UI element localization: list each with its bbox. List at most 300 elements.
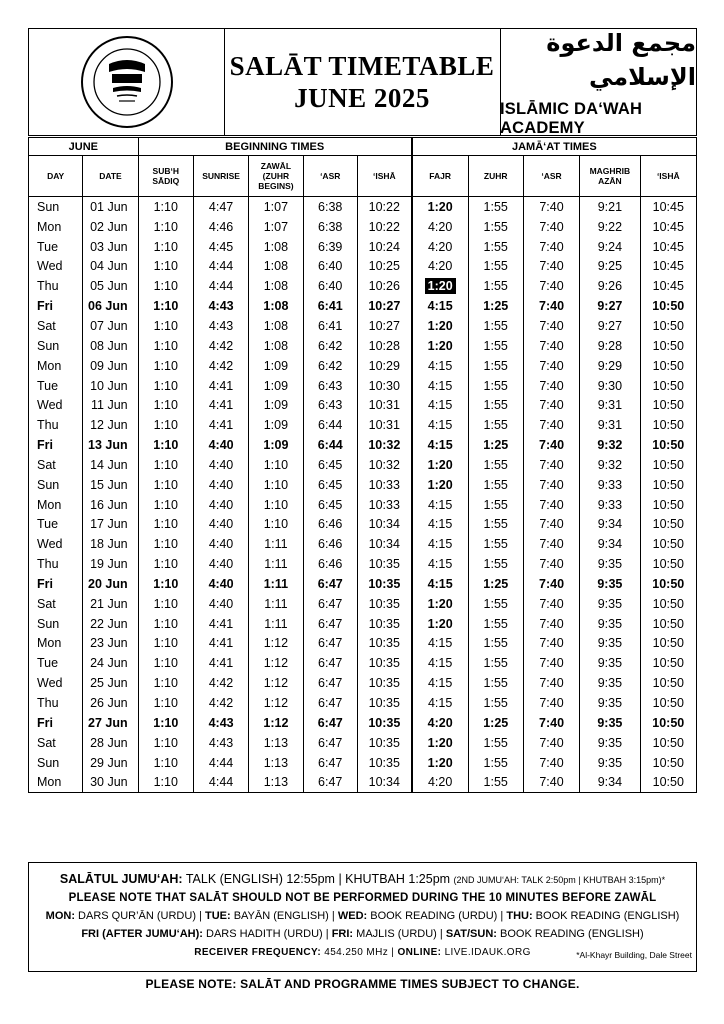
cell-subh: 1:10 [138, 276, 193, 296]
cell-zuhr: 1:55 [468, 554, 523, 574]
separator: | [497, 910, 507, 922]
cell-zawal: 1:12 [249, 673, 303, 693]
cell-subh: 1:10 [138, 217, 193, 237]
programme-text: BAYĀN (ENGLISH) [230, 910, 329, 922]
cell-jasr: 7:40 [523, 673, 579, 693]
cell-jisha: 10:50 [640, 634, 696, 654]
cell-subh: 1:10 [138, 554, 193, 574]
cell-subh: 1:10 [138, 733, 193, 753]
cell-jisha: 10:50 [640, 336, 696, 356]
cell-jasr: 7:40 [523, 753, 579, 773]
cell-asr: 6:45 [303, 495, 357, 515]
cell-zuhr: 1:55 [468, 395, 523, 415]
receiver-frequency: 454.250 MHz | [321, 947, 398, 958]
cell-subh: 1:10 [138, 534, 193, 554]
programme-text: BOOK READING (ENGLISH) [532, 910, 680, 922]
online-label: ONLINE: [397, 947, 442, 958]
cell-day: Sat [29, 455, 83, 475]
cell-zawal: 1:08 [249, 316, 303, 336]
cell-isha: 10:35 [357, 693, 411, 713]
cell-isha: 10:22 [357, 197, 411, 217]
cell-jasr: 7:40 [523, 435, 579, 455]
highlighted-fajr: 1:20 [425, 278, 456, 294]
cell-jisha: 10:45 [640, 257, 696, 277]
table-row [29, 673, 697, 693]
cell-date: 28 Jun [83, 733, 138, 753]
cell-asr: 6:47 [303, 713, 357, 733]
cell-sunrise: 4:46 [193, 217, 248, 237]
cell-maghrib: 9:33 [580, 475, 640, 495]
weekly-programme-line1 [29, 910, 696, 922]
cell-jasr: 7:40 [523, 534, 579, 554]
cell-jasr: 7:40 [523, 395, 579, 415]
cell-asr: 6:40 [303, 276, 357, 296]
cell-jasr: 7:40 [523, 475, 579, 495]
cell-maghrib: 9:29 [580, 356, 640, 376]
jumuah-line [29, 871, 696, 888]
cell-zawal: 1:10 [249, 495, 303, 515]
cell-isha: 10:22 [357, 217, 411, 237]
cell-date: 03 Jun [83, 237, 138, 257]
cell-fajr: 4:15 [412, 653, 468, 673]
cell-jasr: 7:40 [523, 693, 579, 713]
cell-zawal: 1:09 [249, 395, 303, 415]
cell-maghrib: 9:35 [580, 574, 640, 594]
cell-asr: 6:42 [303, 336, 357, 356]
table-row [29, 197, 697, 217]
cell-jasr: 7:40 [523, 237, 579, 257]
cell-asr: 6:38 [303, 197, 357, 217]
cell-date: 27 Jun [83, 713, 138, 733]
table-row [29, 257, 697, 277]
cell-maghrib: 9:34 [580, 772, 640, 792]
cell-date: 21 Jun [83, 594, 138, 614]
cell-zuhr: 1:25 [468, 435, 523, 455]
cell-isha: 10:28 [357, 336, 411, 356]
cell-zawal: 1:09 [249, 435, 303, 455]
table-row [29, 356, 697, 376]
cell-zuhr: 1:55 [468, 733, 523, 753]
jumuah-label: SALĀTUL JUMU‘AH: [59, 872, 183, 886]
cell-isha: 10:33 [357, 475, 411, 495]
cell-zawal: 1:10 [249, 455, 303, 475]
cell-jisha: 10:50 [640, 713, 696, 733]
jamaat-times-header: JAMĀ‘AT TIMES [412, 138, 697, 156]
cell-jisha: 10:50 [640, 376, 696, 396]
cell-jasr: 7:40 [523, 217, 579, 237]
cell-zawal: 1:11 [249, 554, 303, 574]
cell-day: Sat [29, 316, 83, 336]
cell-fajr: 1:20 [412, 316, 468, 336]
col-date: DATE [83, 156, 138, 197]
cell-maghrib: 9:26 [580, 276, 640, 296]
cell-date: 11 Jun [83, 395, 138, 415]
logo-panel [29, 29, 225, 135]
cell-maghrib: 9:27 [580, 316, 640, 336]
cell-day: Sun [29, 475, 83, 495]
cell-asr: 6:45 [303, 475, 357, 495]
cell-jisha: 10:50 [640, 534, 696, 554]
cell-isha: 10:32 [357, 435, 411, 455]
cell-zawal: 1:12 [249, 713, 303, 733]
cell-date: 19 Jun [83, 554, 138, 574]
cell-zawal: 1:10 [249, 515, 303, 535]
cell-zawal: 1:11 [249, 614, 303, 634]
col-asr-begin: ‘ASR [303, 156, 357, 197]
cell-fajr: 1:20 [412, 733, 468, 753]
cell-subh: 1:10 [138, 336, 193, 356]
cell-sunrise: 4:40 [193, 435, 248, 455]
cell-date: 29 Jun [83, 753, 138, 773]
cell-isha: 10:32 [357, 455, 411, 475]
cell-jisha: 10:50 [640, 395, 696, 415]
col-day: DAY [29, 156, 83, 197]
zawal-warning: PLEASE NOTE THAT SALĀT SHOULD NOT BE PERFORMED DURING THE 10 MINUTES BEFORE ZAWĀL [68, 892, 657, 904]
cell-zawal: 1:11 [249, 574, 303, 594]
cell-isha: 10:35 [357, 614, 411, 634]
cell-subh: 1:10 [138, 197, 193, 217]
cell-jasr: 7:40 [523, 713, 579, 733]
cell-subh: 1:10 [138, 495, 193, 515]
cell-subh: 1:10 [138, 435, 193, 455]
cell-maghrib: 9:34 [580, 534, 640, 554]
cell-maghrib: 9:28 [580, 336, 640, 356]
timetable-title: SALĀT TIMETABLE [229, 51, 495, 81]
cell-zawal: 1:12 [249, 653, 303, 673]
cell-isha: 10:33 [357, 495, 411, 515]
subject-to-change-note: PLEASE NOTE: SALĀT AND PROGRAMME TIMES SUBJECT TO CHANGE. [145, 977, 580, 991]
cell-maghrib: 9:35 [580, 713, 640, 733]
cell-fajr: 1:20 [412, 455, 468, 475]
cell-asr: 6:43 [303, 395, 357, 415]
programme-text: BOOK READING (ENGLISH) [496, 928, 644, 940]
cell-jisha: 10:50 [640, 753, 696, 773]
cell-day: Sun [29, 197, 83, 217]
cell-day: Mon [29, 495, 83, 515]
cell-jasr: 7:40 [523, 594, 579, 614]
cell-isha: 10:35 [357, 713, 411, 733]
table-row [29, 554, 697, 574]
table-row [29, 475, 697, 495]
cell-day: Sun [29, 614, 83, 634]
col-maghrib-azan [580, 156, 640, 197]
cell-jisha: 10:50 [640, 574, 696, 594]
cell-fajr: 4:20 [412, 237, 468, 257]
cell-fajr: 1:20 [412, 753, 468, 773]
cell-subh: 1:10 [138, 772, 193, 792]
table-row [29, 455, 697, 475]
cell-subh: 1:10 [138, 753, 193, 773]
table-row [29, 534, 697, 554]
cell-zuhr: 1:55 [468, 415, 523, 435]
cell-zuhr: 1:55 [468, 376, 523, 396]
cell-date: 20 Jun [83, 574, 138, 594]
cell-isha: 10:26 [357, 276, 411, 296]
cell-jisha: 10:50 [640, 693, 696, 713]
cell-sunrise: 4:41 [193, 395, 248, 415]
cell-zuhr: 1:55 [468, 237, 523, 257]
cell-fajr: 4:15 [412, 534, 468, 554]
cell-jasr: 7:40 [523, 257, 579, 277]
cell-zuhr: 1:55 [468, 217, 523, 237]
cell-asr: 6:47 [303, 733, 357, 753]
col-subh-sadiq [138, 156, 193, 197]
table-row [29, 237, 697, 257]
cell-fajr: 4:20 [412, 217, 468, 237]
cell-zawal: 1:09 [249, 415, 303, 435]
cell-fajr: 4:20 [412, 772, 468, 792]
cell-maghrib: 9:31 [580, 395, 640, 415]
cell-zawal: 1:08 [249, 276, 303, 296]
cell-zawal: 1:12 [249, 634, 303, 654]
cell-sunrise: 4:40 [193, 455, 248, 475]
cell-day: Tue [29, 376, 83, 396]
cell-sunrise: 4:40 [193, 554, 248, 574]
cell-zawal: 1:13 [249, 733, 303, 753]
cell-subh: 1:10 [138, 713, 193, 733]
col-maghrib-line1: MAGHRIB [589, 166, 631, 176]
cell-jasr: 7:40 [523, 772, 579, 792]
cell-jisha: 10:45 [640, 237, 696, 257]
cell-jisha: 10:50 [640, 455, 696, 475]
table-row [29, 435, 697, 455]
cell-asr: 6:47 [303, 614, 357, 634]
cell-asr: 6:47 [303, 673, 357, 693]
col-asr-jamaat: ‘ASR [523, 156, 579, 197]
beginning-times-header: BEGINNING TIMES [138, 138, 412, 156]
cell-day: Mon [29, 356, 83, 376]
month-group-header: JUNE [29, 138, 139, 156]
cell-jisha: 10:50 [640, 653, 696, 673]
col-subh-line1: SUB‘H [152, 166, 179, 176]
cell-zuhr: 1:55 [468, 753, 523, 773]
table-row [29, 733, 697, 753]
cell-jisha: 10:45 [640, 276, 696, 296]
cell-date: 23 Jun [83, 634, 138, 654]
second-jumuah: (2ND JUMU‘AH: TALK 2:50pm | KHUTBAH 3:15pm)* [453, 875, 666, 885]
cell-maghrib: 9:33 [580, 495, 640, 515]
cell-sunrise: 4:40 [193, 574, 248, 594]
cell-zuhr: 1:55 [468, 455, 523, 475]
cell-isha: 10:35 [357, 673, 411, 693]
cell-date: 06 Jun [83, 296, 138, 316]
cell-jisha: 10:50 [640, 733, 696, 753]
cell-fajr: 4:15 [412, 435, 468, 455]
cell-subh: 1:10 [138, 693, 193, 713]
cell-subh: 1:10 [138, 653, 193, 673]
cell-jasr: 7:40 [523, 336, 579, 356]
programme-text: BOOK READING (URDU) [367, 910, 498, 922]
cell-jisha: 10:50 [640, 772, 696, 792]
cell-fajr: 1:20 [412, 594, 468, 614]
cell-zuhr: 1:55 [468, 316, 523, 336]
cell-maghrib: 9:35 [580, 653, 640, 673]
table-row [29, 276, 697, 296]
cell-jisha: 10:50 [640, 614, 696, 634]
cell-sunrise: 4:44 [193, 772, 248, 792]
title-panel [224, 29, 501, 135]
cell-asr: 6:41 [303, 316, 357, 336]
table-row [29, 574, 697, 594]
cell-date: 22 Jun [83, 614, 138, 634]
cell-sunrise: 4:44 [193, 276, 248, 296]
cell-zuhr: 1:55 [468, 534, 523, 554]
cell-jisha: 10:50 [640, 415, 696, 435]
cell-maghrib: 9:35 [580, 594, 640, 614]
cell-fajr: 4:15 [412, 515, 468, 535]
programme-day: TUE: [204, 910, 231, 922]
cell-day: Wed [29, 395, 83, 415]
cell-asr: 6:47 [303, 634, 357, 654]
cell-maghrib: 9:27 [580, 296, 640, 316]
cell-day: Fri [29, 296, 83, 316]
table-row [29, 395, 697, 415]
cell-fajr [412, 276, 468, 296]
programme-day: MON: [45, 910, 75, 922]
cell-jisha: 10:50 [640, 316, 696, 336]
cell-sunrise: 4:43 [193, 296, 248, 316]
col-sunrise: SUNRISE [193, 156, 248, 197]
col-maghrib-line2: AZĀN [598, 176, 622, 186]
col-zuhr: ZUHR [468, 156, 523, 197]
cell-date: 07 Jun [83, 316, 138, 336]
cell-day: Mon [29, 217, 83, 237]
cell-day: Sat [29, 594, 83, 614]
cell-zuhr: 1:55 [468, 336, 523, 356]
cell-subh: 1:10 [138, 634, 193, 654]
cell-zuhr: 1:25 [468, 574, 523, 594]
cell-fajr: 4:15 [412, 554, 468, 574]
cell-isha: 10:35 [357, 733, 411, 753]
academy-name: ISLĀMIC DA‘WAH ACADEMY [500, 100, 643, 137]
cell-jasr: 7:40 [523, 554, 579, 574]
separator: | [195, 910, 205, 922]
programme-day: FRI (AFTER JUMU‘AH): [81, 928, 203, 940]
cell-jasr: 7:40 [523, 356, 579, 376]
cell-isha: 10:25 [357, 257, 411, 277]
cell-fajr: 4:15 [412, 693, 468, 713]
cell-date: 15 Jun [83, 475, 138, 495]
cell-isha: 10:35 [357, 753, 411, 773]
cell-day: Sun [29, 753, 83, 773]
cell-fajr: 1:20 [412, 336, 468, 356]
academy-name-panel [500, 29, 696, 135]
table-row [29, 634, 697, 654]
cell-maghrib: 9:30 [580, 376, 640, 396]
cell-zuhr: 1:55 [468, 772, 523, 792]
cell-asr: 6:47 [303, 653, 357, 673]
cell-maghrib: 9:35 [580, 673, 640, 693]
cell-day: Sat [29, 733, 83, 753]
cell-date: 17 Jun [83, 515, 138, 535]
cell-day: Mon [29, 634, 83, 654]
cell-asr: 6:47 [303, 772, 357, 792]
cell-sunrise: 4:40 [193, 594, 248, 614]
cell-sunrise: 4:44 [193, 257, 248, 277]
cell-asr: 6:43 [303, 376, 357, 396]
cell-isha: 10:27 [357, 296, 411, 316]
cell-date: 25 Jun [83, 673, 138, 693]
cell-maghrib: 9:34 [580, 515, 640, 535]
cell-jasr: 7:40 [523, 733, 579, 753]
cell-zawal: 1:13 [249, 753, 303, 773]
online-url[interactable]: LIVE.IDAUK.ORG [441, 947, 531, 958]
cell-asr: 6:44 [303, 415, 357, 435]
cell-date: 09 Jun [83, 356, 138, 376]
cell-day: Wed [29, 673, 83, 693]
cell-subh: 1:10 [138, 376, 193, 396]
cell-date: 04 Jun [83, 257, 138, 277]
table-row [29, 614, 697, 634]
cell-fajr: 4:15 [412, 574, 468, 594]
programme-text: DARS QUR’ĀN (URDU) [74, 910, 196, 922]
cell-jisha: 10:50 [640, 594, 696, 614]
separator: | [322, 928, 332, 940]
cell-subh: 1:10 [138, 356, 193, 376]
cell-isha: 10:35 [357, 594, 411, 614]
cell-subh: 1:10 [138, 594, 193, 614]
cell-day: Thu [29, 276, 83, 296]
cell-zuhr: 1:25 [468, 713, 523, 733]
cell-subh: 1:10 [138, 395, 193, 415]
cell-subh: 1:10 [138, 296, 193, 316]
cell-isha: 10:29 [357, 356, 411, 376]
cell-asr: 6:41 [303, 296, 357, 316]
cell-day: Sun [29, 336, 83, 356]
separator: | [328, 910, 338, 922]
table-row [29, 713, 697, 733]
cell-zuhr: 1:55 [468, 475, 523, 495]
cell-fajr: 1:20 [412, 614, 468, 634]
cell-fajr: 1:20 [412, 197, 468, 217]
cell-date: 13 Jun [83, 435, 138, 455]
cell-maghrib: 9:35 [580, 634, 640, 654]
col-isha-begin: ‘ISHĀ [357, 156, 411, 197]
cell-sunrise: 4:41 [193, 653, 248, 673]
cell-subh: 1:10 [138, 673, 193, 693]
cell-sunrise: 4:41 [193, 376, 248, 396]
cell-fajr: 4:15 [412, 673, 468, 693]
cell-jisha: 10:50 [640, 515, 696, 535]
table-row [29, 772, 697, 792]
cell-jasr: 7:40 [523, 495, 579, 515]
cell-asr: 6:47 [303, 594, 357, 614]
cell-sunrise: 4:40 [193, 495, 248, 515]
cell-isha: 10:27 [357, 316, 411, 336]
table-row [29, 753, 697, 773]
cell-sunrise: 4:45 [193, 237, 248, 257]
cell-subh: 1:10 [138, 515, 193, 535]
cell-jisha: 10:50 [640, 495, 696, 515]
table-row [29, 296, 697, 316]
cell-zawal: 1:09 [249, 356, 303, 376]
cell-sunrise: 4:41 [193, 614, 248, 634]
cell-zuhr: 1:25 [468, 296, 523, 316]
cell-zawal: 1:09 [249, 376, 303, 396]
cell-jisha: 10:50 [640, 435, 696, 455]
cell-maghrib: 9:24 [580, 237, 640, 257]
cell-maghrib: 9:21 [580, 197, 640, 217]
cell-asr: 6:47 [303, 693, 357, 713]
cell-zawal: 1:11 [249, 594, 303, 614]
address-note: *Al-Khayr Building, Dale Street [576, 950, 692, 960]
cell-asr: 6:38 [303, 217, 357, 237]
cell-sunrise: 4:47 [193, 197, 248, 217]
cell-jisha: 10:50 [640, 296, 696, 316]
cell-day: Fri [29, 713, 83, 733]
cell-asr: 6:42 [303, 356, 357, 376]
cell-isha: 10:35 [357, 574, 411, 594]
